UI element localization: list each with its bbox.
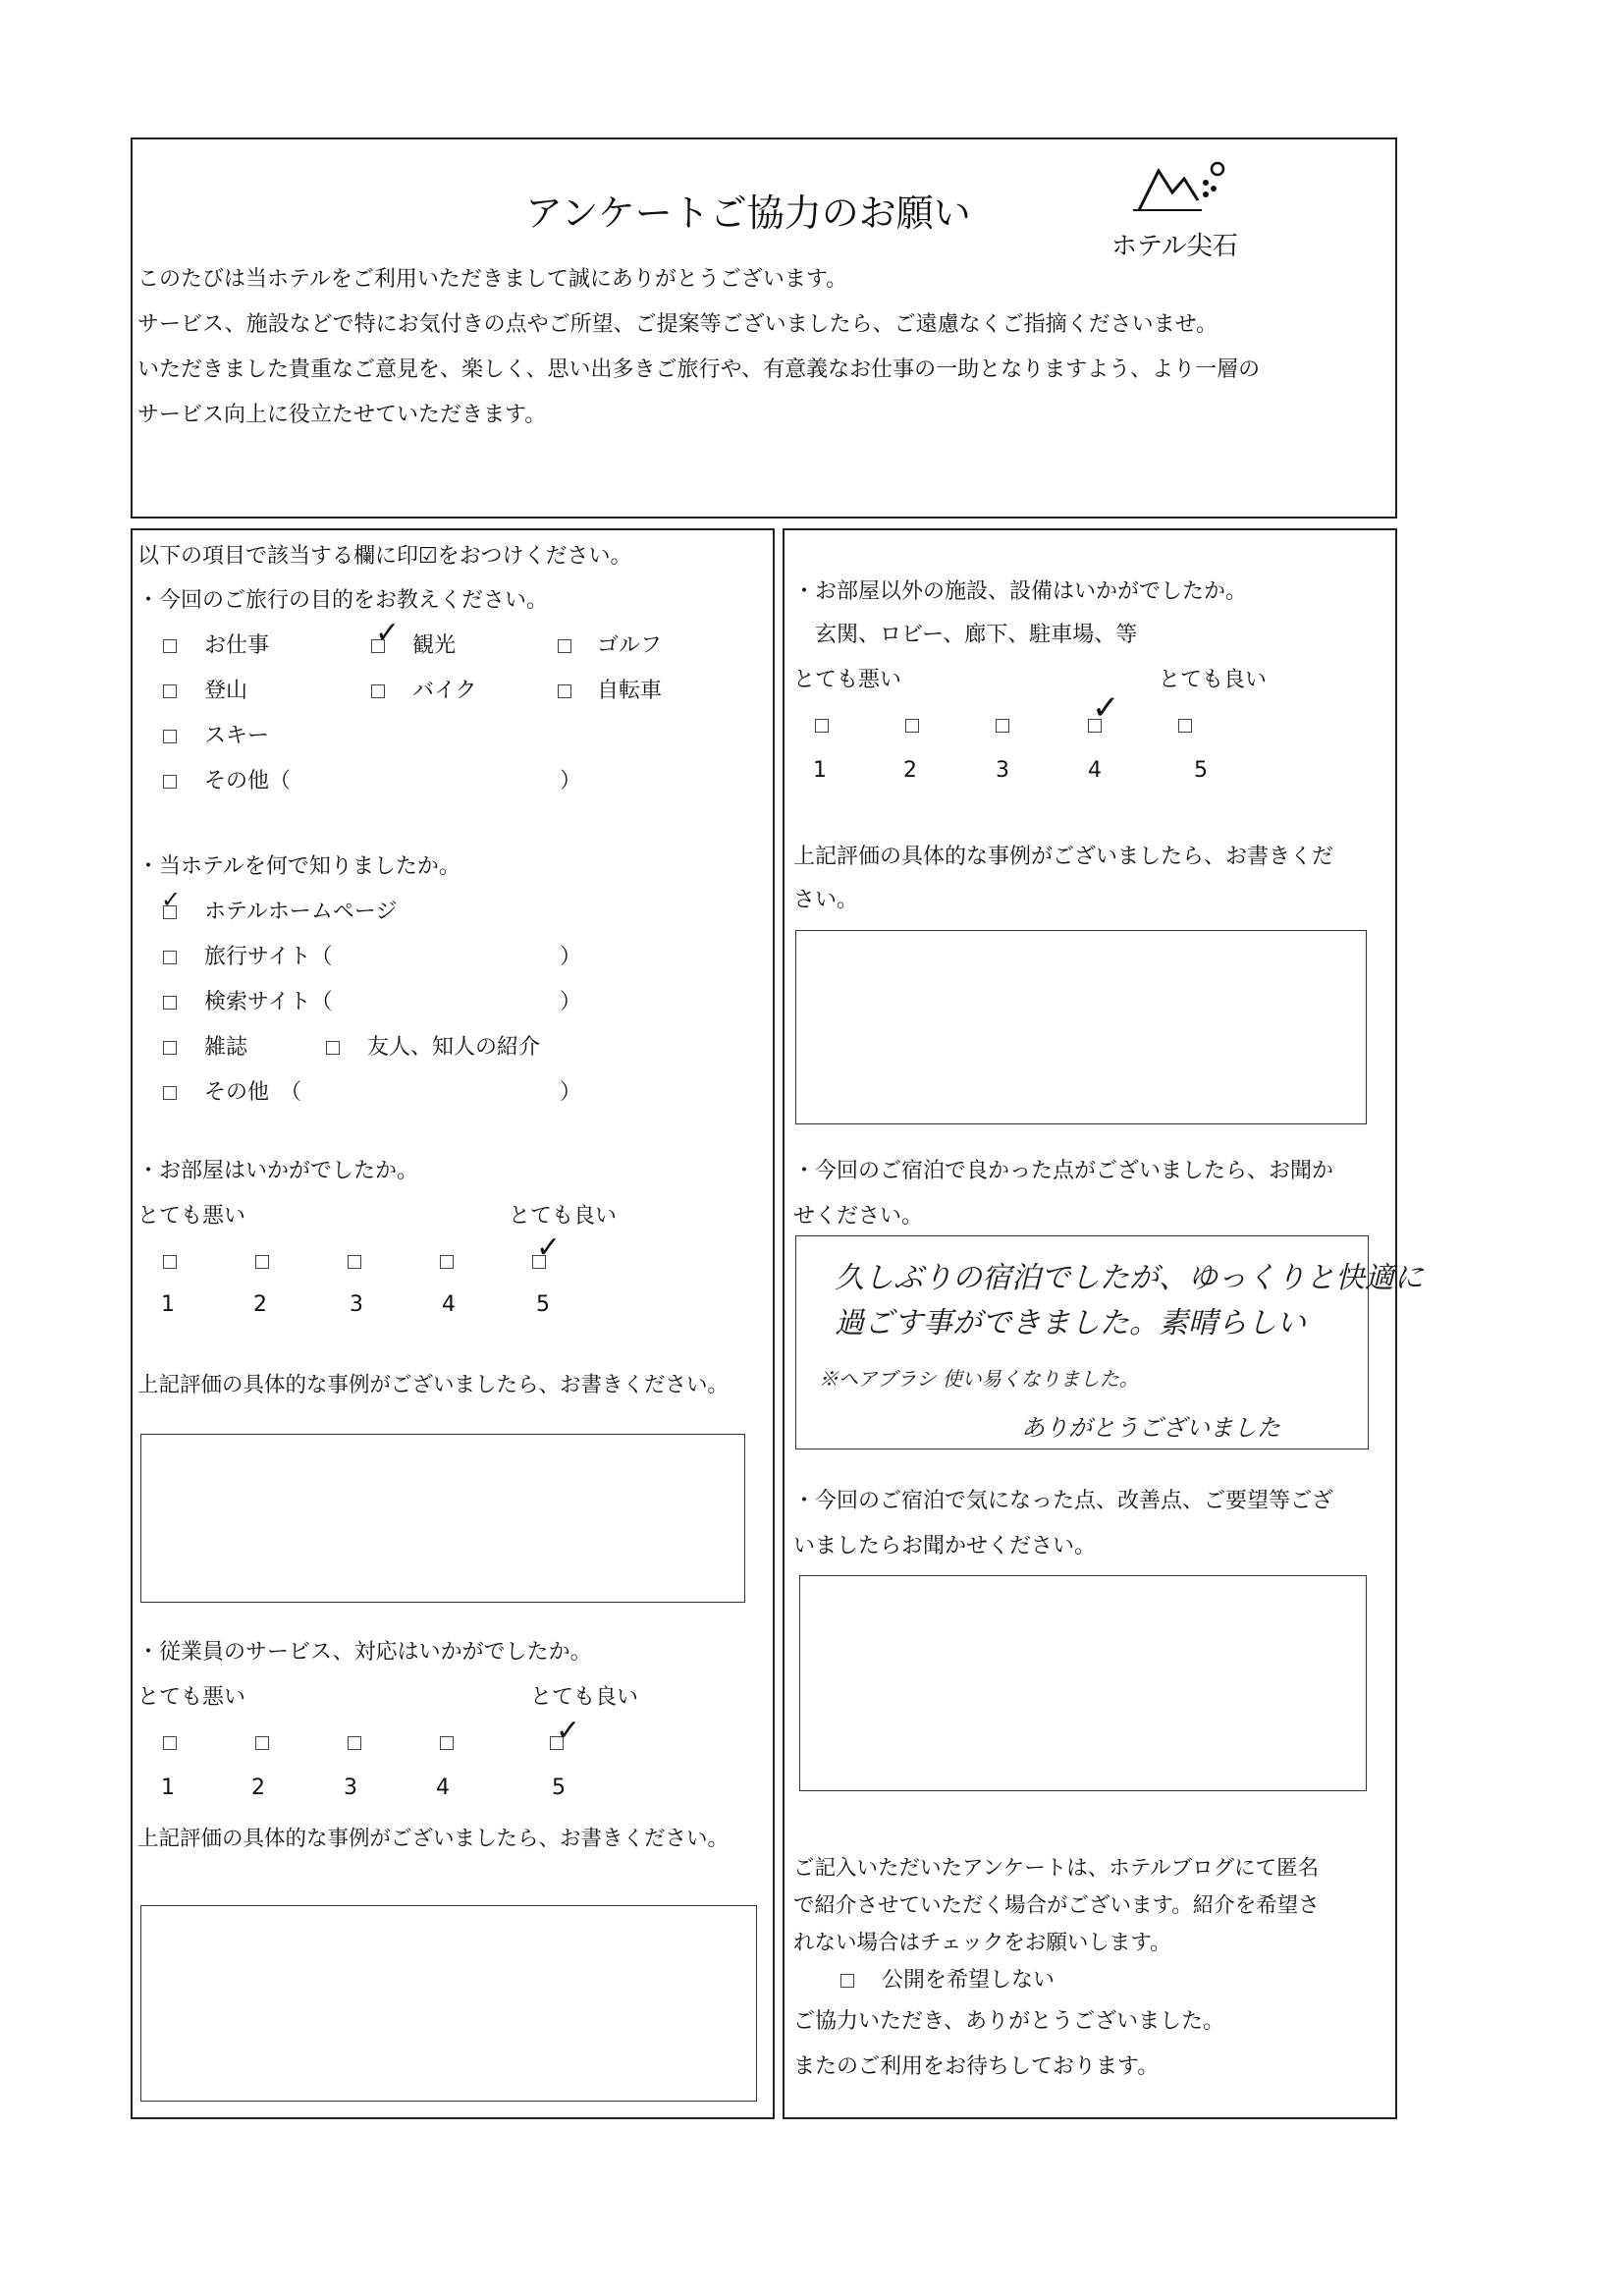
purpose-bike-label: バイク (412, 679, 477, 703)
facilities-low-label: とても悪い (793, 668, 902, 692)
no-publish-label: 公開を希望しない (882, 1968, 1056, 1993)
hotel-name: ホテル尖石 (1111, 232, 1238, 261)
page-title: アンケートご協力のお願い (525, 191, 971, 235)
staff-scale-2: 2 (251, 1776, 265, 1800)
room-scale-1: 1 (161, 1292, 175, 1317)
room-rating-3-checkbox[interactable] (348, 1255, 361, 1269)
purpose-bicycle-label: 自転車 (597, 679, 663, 703)
improvements-question-1: ・今回のご宿泊で気になった点、改善点、ご要望等ござ (793, 1489, 1334, 1513)
room-scale-4: 4 (442, 1292, 456, 1317)
source-homepage-label: ホテルホームページ (204, 900, 398, 924)
room-question: ・お部屋はいかがでしたか。 (137, 1159, 419, 1183)
staff-rating-4-checkbox[interactable] (440, 1736, 454, 1750)
hotel-logo (1129, 149, 1242, 218)
facilities-question: ・お部屋以外の施設、設備はいかがでしたか。 (793, 579, 1248, 604)
purpose-ski-checkbox[interactable] (163, 730, 177, 743)
source-question: ・当ホテルを何で知りましたか。 (137, 854, 460, 879)
staff-scale-5: 5 (552, 1776, 566, 1800)
source-other-label: その他 （ (204, 1080, 302, 1105)
source-travel-site-checkbox[interactable] (163, 951, 177, 964)
source-friend-label: 友人、知人の紹介 (367, 1035, 541, 1060)
purpose-sightseeing-label: 観光 (412, 633, 457, 658)
intro-line-4: サービス向上に役立たせていただきます。 (137, 403, 547, 427)
staff-comment-prompt: 上記評価の具体的な事例がございましたら、お書きください。 (137, 1827, 730, 1851)
instruction: 以下の項目で該当する欄に印☑をおつけください。 (137, 544, 632, 569)
staff-scale-3: 3 (344, 1776, 357, 1800)
staff-rating-3-checkbox[interactable] (348, 1736, 361, 1750)
facilities-rating-4-check-mark: ✓ (1092, 688, 1120, 728)
purpose-other-close: ） (560, 769, 582, 793)
purpose-sightseeing-check-mark: ✓ (375, 616, 401, 650)
staff-high-label: とても良い (530, 1685, 639, 1710)
facilities-rating-2-checkbox[interactable] (905, 719, 919, 733)
improvements-question-2: いましたらお聞かせください。 (793, 1534, 1097, 1558)
source-travel-site-label: 旅行サイト（ (204, 945, 333, 969)
room-comment-box[interactable] (140, 1434, 745, 1603)
room-scale-3: 3 (350, 1292, 363, 1317)
source-magazine-label: 雑誌 (204, 1035, 248, 1060)
good-points-handwriting-line-4: ありがとうございました (1021, 1414, 1280, 1442)
purpose-business-label: お仕事 (204, 633, 270, 658)
purpose-bike-checkbox[interactable] (371, 684, 385, 698)
closing-thanks: ご協力いただき、ありがとうございました。 (793, 2009, 1225, 2034)
source-travel-site-close: ） (560, 945, 582, 969)
facilities-high-label: とても良い (1159, 668, 1268, 692)
staff-scale-4: 4 (436, 1776, 450, 1800)
staff-scale-1: 1 (161, 1776, 175, 1800)
staff-comment-box[interactable] (140, 1905, 757, 2102)
source-other-checkbox[interactable] (163, 1086, 177, 1100)
facilities-scale-5: 5 (1194, 758, 1208, 783)
source-magazine-checkbox[interactable] (163, 1041, 177, 1055)
room-comment-prompt: 上記評価の具体的な事例がございましたら、お書きください。 (137, 1373, 730, 1397)
facilities-comment-prompt-1: 上記評価の具体的な事例がございましたら、お書きくだ (793, 845, 1334, 869)
room-scale-5: 5 (536, 1292, 550, 1317)
room-scale-2: 2 (253, 1292, 267, 1317)
room-rating-4-checkbox[interactable] (440, 1255, 454, 1269)
facilities-rating-5-checkbox[interactable] (1178, 719, 1192, 733)
source-homepage-check-mark: ✓ (161, 886, 182, 913)
good-points-handwriting-line-2: 過ごす事ができました。素晴らしい (835, 1306, 1306, 1340)
room-low-label: とても悪い (137, 1204, 246, 1229)
room-rating-1-checkbox[interactable] (163, 1255, 177, 1269)
facilities-scale-2: 2 (903, 758, 917, 783)
purpose-climbing-label: 登山 (204, 679, 248, 703)
facilities-comment-prompt-2: さい。 (793, 888, 859, 912)
good-points-question-2: せください。 (793, 1204, 924, 1229)
intro-line-3: いただきました貴重なご意見を、楽しく、思い出多きご旅行や、有意義なお仕事の一助となりますよう、より一層の (137, 357, 1261, 382)
no-publish-checkbox[interactable] (840, 1974, 854, 1988)
facilities-rating-1-checkbox[interactable] (815, 719, 829, 733)
purpose-question: ・今回のご旅行の目的をお教えください。 (137, 588, 549, 613)
purpose-climbing-checkbox[interactable] (163, 684, 177, 698)
improvements-comment-box[interactable] (799, 1575, 1367, 1791)
facilities-rating-3-checkbox[interactable] (996, 719, 1009, 733)
facilities-scale-4: 4 (1088, 758, 1102, 783)
purpose-other-label: その他（ (204, 769, 292, 793)
facilities-scale-1: 1 (813, 758, 827, 783)
closing-await: またのご利用をお待ちしております。 (793, 2054, 1160, 2079)
intro-line-1: このたびは当ホテルをご利用いただきまして誠にありがとうございます。 (137, 267, 848, 292)
room-rating-5-check-mark: ✓ (536, 1230, 562, 1265)
staff-rating-1-checkbox[interactable] (163, 1736, 177, 1750)
purpose-ski-label: スキー (204, 724, 270, 748)
closing-note-3: れない場合はチェックをお願いします。 (793, 1931, 1171, 1955)
staff-question: ・従業員のサービス、対応はいかがでしたか。 (137, 1640, 592, 1665)
purpose-golf-checkbox[interactable] (558, 639, 571, 653)
source-search-site-close: ） (560, 990, 582, 1014)
source-friend-checkbox[interactable] (326, 1041, 340, 1055)
source-other-close: ） (560, 1080, 582, 1105)
intro-line-2: サービス、施設などで特にお気付きの点やご所望、ご提案等ございましたら、ご遠慮なくご指摘くださいませ。 (137, 312, 1218, 337)
room-rating-2-checkbox[interactable] (255, 1255, 269, 1269)
closing-note-2: で紹介させていただく場合がございます。紹介を希望さ (793, 1893, 1320, 1918)
purpose-business-checkbox[interactable] (163, 639, 177, 653)
facilities-examples: 玄関、ロビー、廊下、駐車場、等 (815, 623, 1138, 647)
purpose-other-checkbox[interactable] (163, 775, 177, 789)
good-points-handwriting-line-3: ※ヘアブラシ 使い易くなりました。 (819, 1367, 1139, 1391)
source-search-site-checkbox[interactable] (163, 996, 177, 1010)
closing-note-1: ご記入いただいたアンケートは、ホテルブログにて匿名 (793, 1856, 1320, 1881)
good-points-handwriting-line-1: 久しぶりの宿泊でしたが、ゆっくりと快適に (835, 1261, 1424, 1295)
facilities-scale-3: 3 (996, 758, 1009, 783)
staff-rating-2-checkbox[interactable] (255, 1736, 269, 1750)
facilities-comment-box[interactable] (795, 930, 1367, 1124)
room-high-label: とても良い (509, 1204, 618, 1229)
staff-rating-5-check-mark: ✓ (556, 1714, 581, 1748)
purpose-golf-label: ゴルフ (597, 633, 663, 658)
staff-low-label: とても悪い (137, 1685, 246, 1710)
good-points-question-1: ・今回のご宿泊で良かった点がございましたら、お聞か (793, 1159, 1334, 1183)
left-column-box (131, 528, 775, 2119)
purpose-bicycle-checkbox[interactable] (558, 684, 571, 698)
source-search-site-label: 検索サイト（ (204, 990, 333, 1014)
